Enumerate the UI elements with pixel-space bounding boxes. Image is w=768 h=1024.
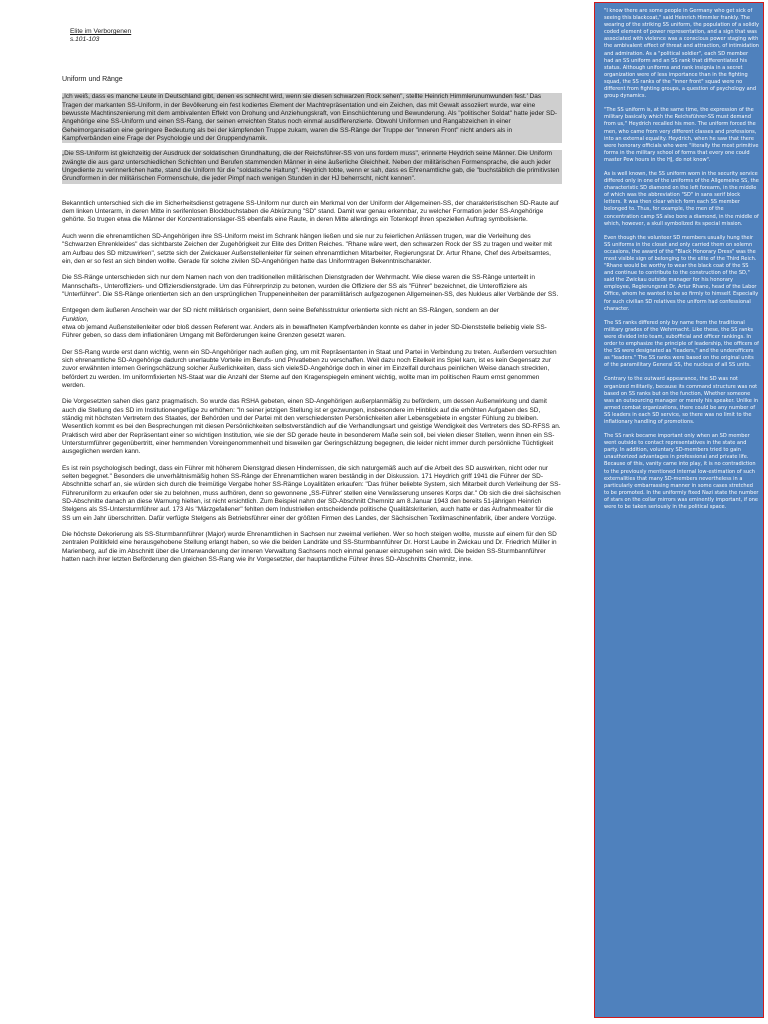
sidebar-paragraph: The SS rank became important only when an SD member went outside to contact representatives in the state and party. In addition, voluntary SD-members tried to gain unauthorized advantages in professional and private life. Because of this, vanity came into play, it is no contradiction to the previously mentioned internal low-estimation of such externalities that many SD-members nevertheless in a particularly embarrassing manner in some cases stretched to be promoted. In the uniformly fixed Nazi state the number of stars on the collar mirrors was eminently important, if one were to be taken seriously in the political space.: [604, 433, 759, 510]
sidebar-paragraph: "I know there are some people in Germany who get sick of seeing this blackcoat," said Heinrich Himmler frankly. The wearing of the striking SS uniform, the population of a solidly coded element of power representation, and a sign that was associated with violence was a conscious power staging with the ambivalent effect of threat and attraction, of intimidation and admiration. As a "political soldier", each SD member had an SS uniform and an SS rank that differentiated his status. Although uniforms and rank insignia in a secret organization were of less importance than in the fighting squad, the SS ranks of the "inner front" squad were no different from fighting groups, a question of psychology and group dynamics.: [604, 8, 760, 100]
body-paragraph: Die Vorgesetzten sahen dies ganz pragmatisch. So wurde das RSHA gebeten, einen SD-Angehörigen außerplanmäßig zu befördern, um dessen Außenwirkung und damit auch die Stellung des SD im Institutionengefüge zu erhöhen: "In seiner jetzigen Stellung ist er gezwungen, insbesondere im Hinblick auf die erhöhten Aufgaben des SD, ständig mit höchsten Vertretern des Staates, der Behörden und der Partei mit den verschiedensten Persönlichkeiten aller Lebensgebiete in engster Fühlung zu bleiben. Wesentlich kommt es bei den Besprechungen mit diesen Persönlichkeiten selbstverständlich auf die Verhandlungsart und geistige Wendigkeit des Vertreters des SD-RFSS an. Praktisch wird aber der Repräsentant einer so wichtigen Institution, wie sie der SD gerade heute in besonderem Maße sein soll, bei vielen dieser Stellen, wenn ihnen ein SS-Untersturmführer gegenübertritt, einer hemmenden Voreingenommenheit und bisweilen gar Geringschätzung begegnen, die leider nicht immer durch persönliche Tüchtigkeit ausgeglichen werden kann.: [62, 398, 561, 456]
section-heading: Uniform und Ränge: [62, 76, 123, 83]
highlighted-paragraph: „Die SS-Uniform ist gleichzeitig der Ausdruck der soldatischen Grundhaltung, die der Reichsführer-SS von uns fordern muss", erinnerte Heydrich seine Männer. Die Uniform zwängte die aus ganz unterschiedlichen Schichten und Berufen stammenden Männer in eine äußerliche Gleichheit. Neben der militärischen Formensprache, die auch jeder Ungediente zu verinnerlichen hatte, stand die Uniform für die "soldatische Haltung". Heydrich tobte, wenn er sah, dass es Ehrenamtliche gab, die "buchstäblich die primitivsten Grundformen in der militärischen Formenschule, die jeder Pimpf nach wenigen Stunden in der HJ beherrscht, nicht kennen".: [62, 150, 562, 183]
body-paragraph: Auch wenn die ehrenamtlichen SD-Angehörigen ihre SS-Uniform meist im Schrank hängen ließen und sie nur zu feierlichen Anlässen trugen, war die Verleihung des "Schwarzen Ehrenkleides" das sichtbarste Zeichen der Zugehörigkeit zur Elite des Dritten Reiches. "Rhane wäre wert, den schwarzen Rock der SS zu tragen und weiter mit am Aufbau des SD mitzuwirken", setzte sich der Zwickauer Außenstellenleiter für seinen ehrenamtlichen Mitarbeiter, Regierungsrat Dr. Artur Rhane, Chef des Arbeitsamtes, ein, den er so fest an sich binden wollte. Gerade für solche zivilen SD-Angehörigen hatte das Uniformtragen Bekenntnischarakter.: [62, 232, 552, 265]
body-paragraph: Bekanntlich unterschied sich die im Sicherheitsdienst getragene SS-Uniform nur durch ein Merkmal von der Uniform der Allgemeinen-SS, der charakteristischen SD-Raute auf dem linken Unterarm, in deren Mitte in serifenlosen Blockbuchstaben die Abkürzung "SD" stand. Damit war genau erkennbar, zu welcher Formation jeder SS-Angehörige gehörte. So trugen etwa die Männer der Konzentrationslager-SS ebenfalls eine Raute, in deren Mitte allerdings ein Totenkopf ihren speziellen Auftrag symbolisierte.: [62, 199, 559, 224]
body-paragraph-funktion: [62, 307, 562, 340]
sidebar-paragraph: Contrary to the outward appearance, the SD was not organized militarily, because its command structure was not based on SS ranks but on the function, Whether someone was an outsourcing manager or merely his speaker. Unlike in armed combat organizations, there could be any number of SS leaders in each SD service, so there was no limit to the inflationary handling of promotions.: [604, 376, 759, 425]
body-paragraph: Der SS-Rang wurde erst dann wichtig, wenn ein SD-Angehöriger nach außen ging, um mit Repräsentanten in Staat und Partei in Verbindung zu treten. Außerdem versuchten sich ehrenamtliche SD-Angehörige dadurch unerlaubte Vorteile im Berufs- und Privatleben zu verschaffen. Weil dazu noch Eitelkeit ins Spiel kam, ist es kein Gegensatz zur zuvor erwähnten internen Geringschätzung solcher Äußerlichkeiten, dass sich vieleSD-Angehörige doch in einer im Einzelfall durchaus peinlichen Weise danach streckten, befördert zu werden. Im uniformfixierten NS-Staat war die Anzahl der Sterne auf den Kragenspiegeln eminent wichtig, wollte man im politischen Raum ernst genommen werden.: [62, 348, 557, 389]
body-paragraph: Die SS-Ränge unterschieden sich nur dem Namen nach von den traditionellen militärischen Dienstgraden der Wehrmacht. Wie diese waren die SS-Ränge unterteilt in Mannschafts-, Unteroffiziers- und Offiziersdienstgrade. Um das Führerprinzip zu betonen, wurden die Offiziere der SS als "Führer" bezeichnet, die Unteroffiziere als "Unterführer". Die SS-Ränge orientierten sich an den ursprünglichen Truppeneinheiten der paramilitärisch aufgezogenen Allgemeinen-SS, des Nukleus aller Verbände der SS.: [62, 274, 559, 298]
sidebar-paragraph: Even though the volunteer SD members usually hung their SS uniforms in the closet and only carried them on solemn occasions, the award of the "Black Honorary Dress" was the most visible sign of belonging to the elite of the Third Reich. "Rhane would be worthy to wear the black coat of the SS and continue to contribute to the construction of the SD," said the Zwickau outside manager for his honorary employee, Regierungsrat Dr. Artur Rhane, head of the Labor Office, whom he wanted to be so firmly to himself. Especially for such civilian SD relatives the uniform had confessional character.: [604, 234, 759, 312]
translation-sidebar: [594, 2, 764, 1018]
source-pages: s.101-103: [70, 36, 100, 43]
sidebar-paragraph: As is well known, the SS uniform worn in the security service differed only in one of the uniforms of the Allgemeine SS, the characteristic SD diamond on the left forearm, in the middle of which was the abbreviation "SD" in sans serif block letters. It was then clear which form each SS member belonged to. Thus, for example, the men of the concentration camp SS also bore a diamond, in the middle of which, however, a skull symbolized its special mission.: [604, 170, 759, 227]
text-run: etwa ob jemand Außenstellenleiter oder bloß dessen Referent war. Anders als in bewaffneten Kampfverbänden konnte es daher in jeder SD-Dienststelle beliebig viele SS-Führer geben, so dass dem inflationären Umgang mit Beförderungen keine Grenzen gesetzt waren.: [62, 323, 547, 340]
body-paragraph: Die höchste Dekorierung als SS-Sturmbannführer (Major) wurde Ehrenamtlichen in Sachsen nur zweimal verliehen. Wer so hoch steigen wollte, musste auf einem für den SD zentralen Politikfeld eine herausgehobene Stellung erlangt haben, so wie die beiden Landräte und SS-Sturmbannführer Dr. Horst Laube in Zwickau und Dr. Friedrich Müller in Marienberg, auf die im Abschnitt über die Unterwanderung der inneren Verwaltung Sachsens noch einmal genauer einzugehen sein wird. Die beiden SS-Sturmbannführer hatten nach ihrer letzten Beförderung den gleichen SS-Rang wie ihr Vorgesetzter, der hauptamtliche Führer ihres SD-Abschnitts Chemnitz, inne.: [62, 531, 557, 564]
body-paragraph: Es ist rein psychologisch bedingt, dass ein Führer mit höherem Dienstgrad diesen Hindernissen, die sich naturgemäß auch auf die Arbeit des SD auswirken, nicht oder nur selten begegnet." Besonders die unverhältnismäßig hohen SS-Ränge der Ehrenamtlichen waren beständig in der Diskussion. 171 Heydrich griff 1941 die Führer der SD-Abschnitte scharf an, sie würden sich durch die freimütige Vergabe hoher SS-Ränge Loyalitäten erkaufen: "Das früher beliebte System, sich Mitarbeit durch Verleihung der SS-Führeruniform zu erkaufen oder sie zu belohnen, muss aufhören, denn so gewonnene „SS-Führer' stellen eine Verwässerung unseres Korps dar." Ob sich die drei sächsischen SD-Abschnitte danach an diese Warnung hielten, ist nicht ersichtlich. Zum Beispiel nahm der SD-Abschnitt Chemnitz am 8.Januar 1943 den bereits 51-jährigen Heinrich Stelgens als SS-Untersturmführer auf. 173 Als "Märzgefallener" fehlten dem Industriellen entscheidende politische Qualitätskriterien, auch hatte er das Aufnahmealter für die SS um ein Jahr überschritten. Dafür verfügte Stelgens als Betriebsführer einer der größten Firmen des Landes, der Sächsischen Textilmaschinenfabrik, über andere Vorzüge.: [62, 464, 561, 522]
text-run: Entgegen dem äußeren Anschein war der SD nicht militärisch organisiert, denn seine Befehlsstruktur orientierte sich nicht an SS-Rängen, sondern an der: [62, 307, 499, 315]
source-title: Elite im Verborgenen: [70, 28, 132, 35]
highlighted-paragraph: „Ich weiß, dass es manche Leute in Deutschland gibt, denen es schlecht wird, wenn sie diesen schwarzen Rock sehen", stellte Heinrich Himmlerunumwunden fest.' Das Tragen der markanten SS-Uniform, in der Bevölkerung ein fest kodiertes Element der Machtrepräsentation und ein Zeichen, das mit Gewalt assoziiert wurde, war eine bewusste Machtinszenierung mit dem ambivalenten Effekt von Drohung und Anziehungskraft, von Einschüchterung und Bewunderung. Als "politischer Soldat" hatte jeder SD-Angehörige eine SS-Uniform und einen SS-Rang, der seinen erreichten Status noch einmal ausdifferenzierte. Obwohl Uniformen und Rangabzeichen in einer Geheimorganisation eine geringere Bedeutung als bei der kämpfenden Truppe zukam, waren die SS-Ränge der Truppe der "inneren Front" nicht anders als in Kampfverbänden eine Frage der Psychologie und der Gruppendynamik.: [62, 93, 562, 143]
sidebar-paragraph: "The SS uniform is, at the same time, the expression of the military basically which the Reichsführer-SS must demand from us," Heydrich recalled his men. The uniform forced the men, who came from very different classes and professions, into an external equality. Heydrich, when he saw that there were honorary officials who were "literally the most primitive forms in the military school of forms that every one could master Pew hours in the HJ, do not know".: [604, 107, 759, 163]
document-body: [62, 28, 562, 573]
source-citation: [70, 28, 562, 44]
italic-term: Funktion,: [62, 315, 89, 323]
sidebar-paragraph: The SS ranks differed only by name from the traditional military grades of the Wehrmacht. Like these, the SS ranks were divided into team, subofficial and officer rankings. In order to emphasize the principle of leadership, the officers of the SS were designated as "leaders," and the underofficers as "leaders." The SS ranks were based on the original units of the paramilitary General SS, the nucleus of all SS units.: [604, 319, 759, 369]
